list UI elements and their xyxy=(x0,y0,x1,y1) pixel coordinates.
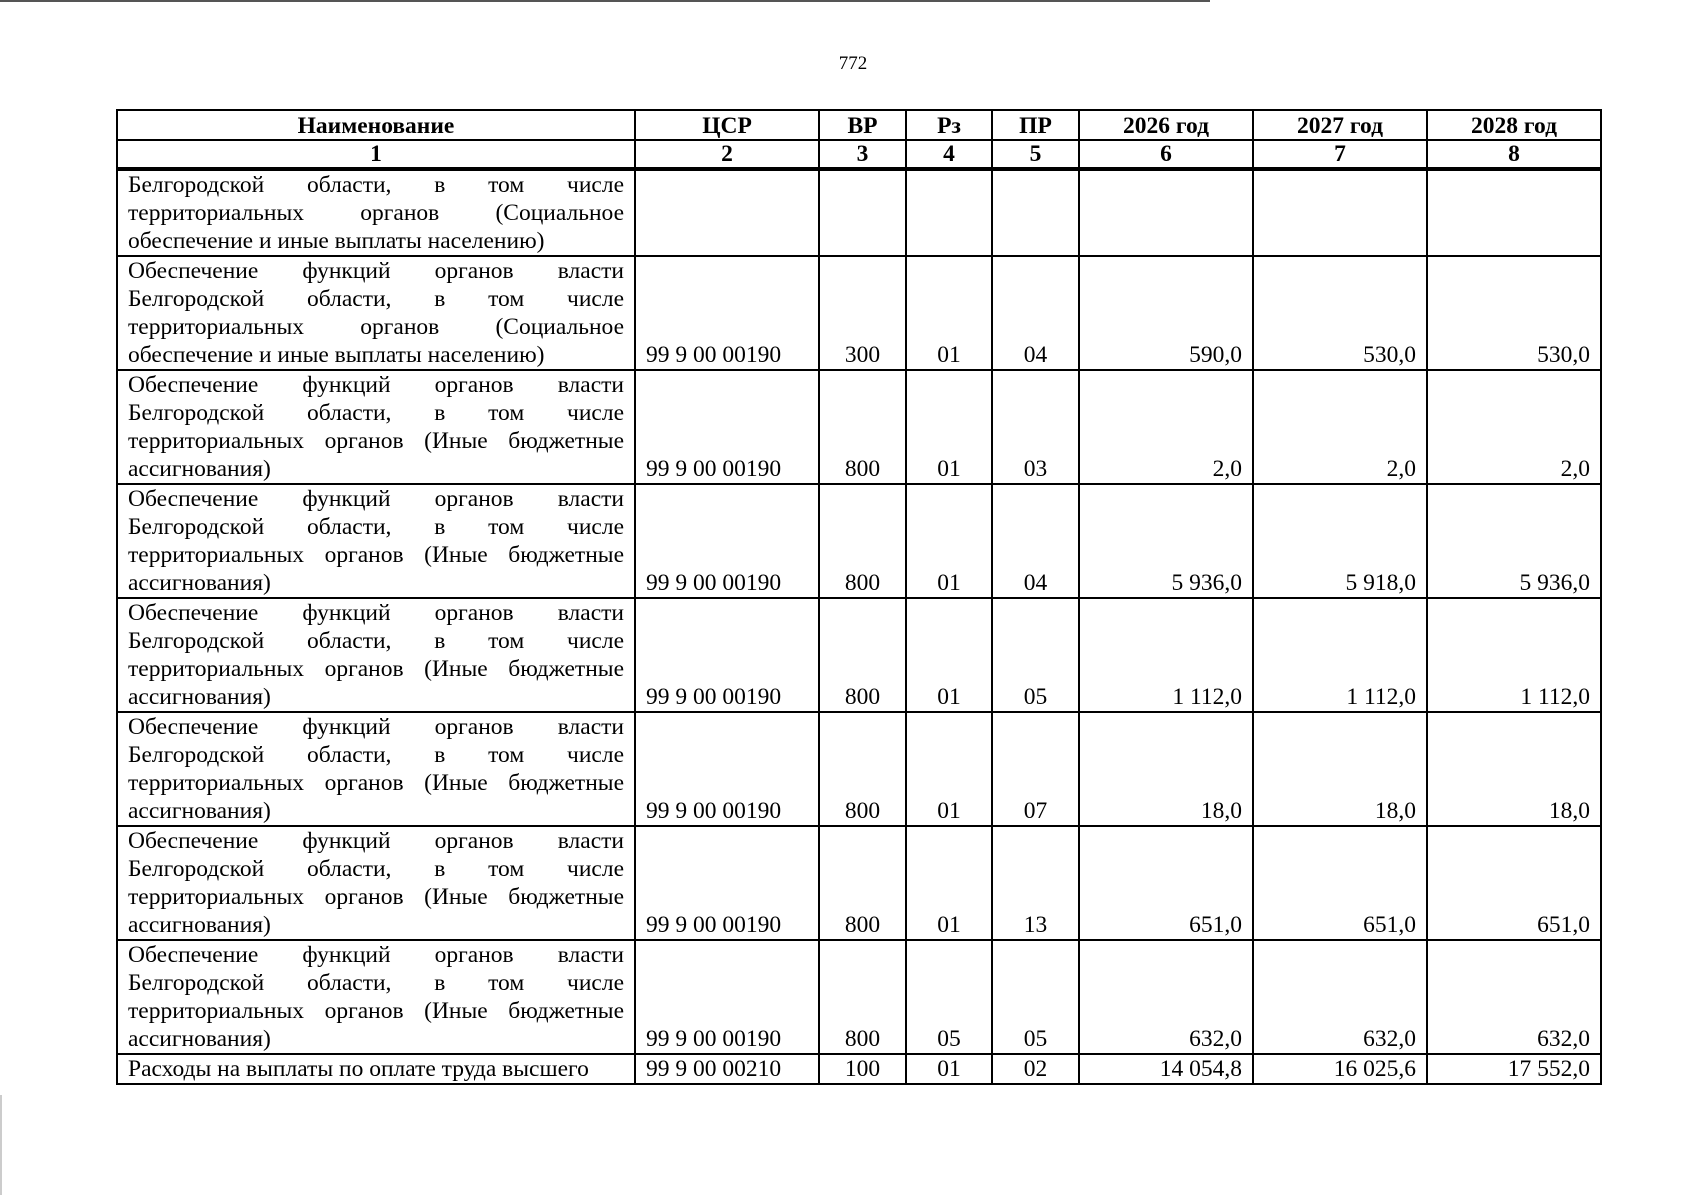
page-number: 772 xyxy=(838,53,868,74)
table-row xyxy=(117,940,1601,1054)
amount-2028-cell xyxy=(1427,169,1601,256)
column-number: 7 xyxy=(1253,140,1427,169)
amount-2028-cell: 651,0 xyxy=(1427,826,1601,940)
amount-2026-cell: 1 112,0 xyxy=(1079,598,1253,712)
amount-2026-cell: 651,0 xyxy=(1079,826,1253,940)
header-csr: ЦСР xyxy=(635,110,819,140)
column-number: 6 xyxy=(1079,140,1253,169)
amount-2028-cell: 2,0 xyxy=(1427,370,1601,484)
amount-2028-cell: 17 552,0 xyxy=(1427,1054,1601,1084)
rz-cell: 05 xyxy=(906,940,992,1054)
pr-cell: 04 xyxy=(992,484,1079,598)
vr-cell: 100 xyxy=(819,1054,906,1084)
header-name: Наименование xyxy=(117,110,635,140)
amount-2027-cell: 632,0 xyxy=(1253,940,1427,1054)
header-2026: 2026 год xyxy=(1079,110,1253,140)
amount-2027-cell: 1 112,0 xyxy=(1253,598,1427,712)
pr-cell: 13 xyxy=(992,826,1079,940)
amount-2028-cell: 530,0 xyxy=(1427,256,1601,370)
csr-cell: 99 9 00 00190 xyxy=(635,484,819,598)
header-2027: 2027 год xyxy=(1253,110,1427,140)
column-number: 1 xyxy=(117,140,635,169)
column-number: 4 xyxy=(906,140,992,169)
amount-2028-cell: 5 936,0 xyxy=(1427,484,1601,598)
row-name-cell: Обеспечение функций органов власти Белгородской области, в том числе территориальных органов (Иные бюджетные ассигнования) xyxy=(117,598,635,712)
amount-2026-cell: 2,0 xyxy=(1079,370,1253,484)
column-number: 2 xyxy=(635,140,819,169)
csr-cell: 99 9 00 00210 xyxy=(635,1054,819,1084)
amount-2027-cell: 530,0 xyxy=(1253,256,1427,370)
amount-2026-cell: 632,0 xyxy=(1079,940,1253,1054)
amount-2027-cell xyxy=(1253,169,1427,256)
pr-cell: 05 xyxy=(992,940,1079,1054)
vr-cell: 800 xyxy=(819,370,906,484)
amount-2027-cell: 651,0 xyxy=(1253,826,1427,940)
amount-2026-cell: 590,0 xyxy=(1079,256,1253,370)
amount-2026-cell xyxy=(1079,169,1253,256)
rz-cell: 01 xyxy=(906,370,992,484)
row-name-cell: Обеспечение функций органов власти Белгородской области, в том числе территориальных органов (Иные бюджетные ассигнования) xyxy=(117,940,635,1054)
pr-cell: 04 xyxy=(992,256,1079,370)
row-name-cell: Белгородской области, в том числе территориальных органов (Социальное обеспечение и иные выплаты населению) xyxy=(117,169,635,256)
csr-cell xyxy=(635,169,819,256)
header-rz: Рз xyxy=(906,110,992,140)
amount-2027-cell: 2,0 xyxy=(1253,370,1427,484)
column-number: 5 xyxy=(992,140,1079,169)
amount-2027-cell: 18,0 xyxy=(1253,712,1427,826)
vr-cell: 800 xyxy=(819,712,906,826)
budget-table xyxy=(116,109,1602,1085)
amount-2028-cell: 1 112,0 xyxy=(1427,598,1601,712)
pr-cell: 05 xyxy=(992,598,1079,712)
pr-cell: 07 xyxy=(992,712,1079,826)
amount-2027-cell: 16 025,6 xyxy=(1253,1054,1427,1084)
row-name-cell: Обеспечение функций органов власти Белгородской области, в том числе территориальных органов (Иные бюджетные ассигнования) xyxy=(117,370,635,484)
rz-cell: 01 xyxy=(906,256,992,370)
header-row xyxy=(117,110,1601,140)
table-row xyxy=(117,256,1601,370)
pr-cell xyxy=(992,169,1079,256)
amount-2026-cell: 14 054,8 xyxy=(1079,1054,1253,1084)
header-vr: ВР xyxy=(819,110,906,140)
vr-cell: 800 xyxy=(819,598,906,712)
csr-cell: 99 9 00 00190 xyxy=(635,712,819,826)
table-row xyxy=(117,370,1601,484)
row-name-cell: Обеспечение функций органов власти Белгородской области, в том числе территориальных органов (Иные бюджетные ассигнования) xyxy=(117,712,635,826)
csr-cell: 99 9 00 00190 xyxy=(635,940,819,1054)
pr-cell: 02 xyxy=(992,1054,1079,1084)
amount-2026-cell: 18,0 xyxy=(1079,712,1253,826)
amount-2028-cell: 18,0 xyxy=(1427,712,1601,826)
vr-cell: 800 xyxy=(819,940,906,1054)
vr-cell: 800 xyxy=(819,484,906,598)
csr-cell: 99 9 00 00190 xyxy=(635,826,819,940)
table-row xyxy=(117,484,1601,598)
vr-cell: 300 xyxy=(819,256,906,370)
vr-cell xyxy=(819,169,906,256)
table-row xyxy=(117,1054,1601,1084)
table-row xyxy=(117,826,1601,940)
table-row xyxy=(117,169,1601,256)
table-row xyxy=(117,712,1601,826)
header-2028: 2028 год xyxy=(1427,110,1601,140)
header-pr: ПР xyxy=(992,110,1079,140)
rz-cell xyxy=(906,169,992,256)
rz-cell: 01 xyxy=(906,712,992,826)
rz-cell: 01 xyxy=(906,598,992,712)
row-name-cell: Расходы на выплаты по оплате труда высшего xyxy=(117,1054,635,1084)
rz-cell: 01 xyxy=(906,826,992,940)
column-number-row xyxy=(117,140,1601,169)
scan-edge-mark xyxy=(0,1095,2,1195)
amount-2026-cell: 5 936,0 xyxy=(1079,484,1253,598)
rz-cell: 01 xyxy=(906,1054,992,1084)
table-row xyxy=(117,598,1601,712)
column-number: 8 xyxy=(1427,140,1601,169)
amount-2027-cell: 5 918,0 xyxy=(1253,484,1427,598)
amount-2028-cell: 632,0 xyxy=(1427,940,1601,1054)
row-name-cell: Обеспечение функций органов власти Белгородской области, в том числе территориальных органов (Иные бюджетные ассигнования) xyxy=(117,484,635,598)
csr-cell: 99 9 00 00190 xyxy=(635,370,819,484)
row-name-cell: Обеспечение функций органов власти Белгородской области, в том числе территориальных органов (Иные бюджетные ассигнования) xyxy=(117,826,635,940)
top-rule xyxy=(0,0,1210,2)
pr-cell: 03 xyxy=(992,370,1079,484)
row-name-cell: Обеспечение функций органов власти Белгородской области, в том числе территориальных органов (Социальное обеспечение и иные выплаты населению) xyxy=(117,256,635,370)
csr-cell: 99 9 00 00190 xyxy=(635,256,819,370)
vr-cell: 800 xyxy=(819,826,906,940)
csr-cell: 99 9 00 00190 xyxy=(635,598,819,712)
rz-cell: 01 xyxy=(906,484,992,598)
column-number: 3 xyxy=(819,140,906,169)
